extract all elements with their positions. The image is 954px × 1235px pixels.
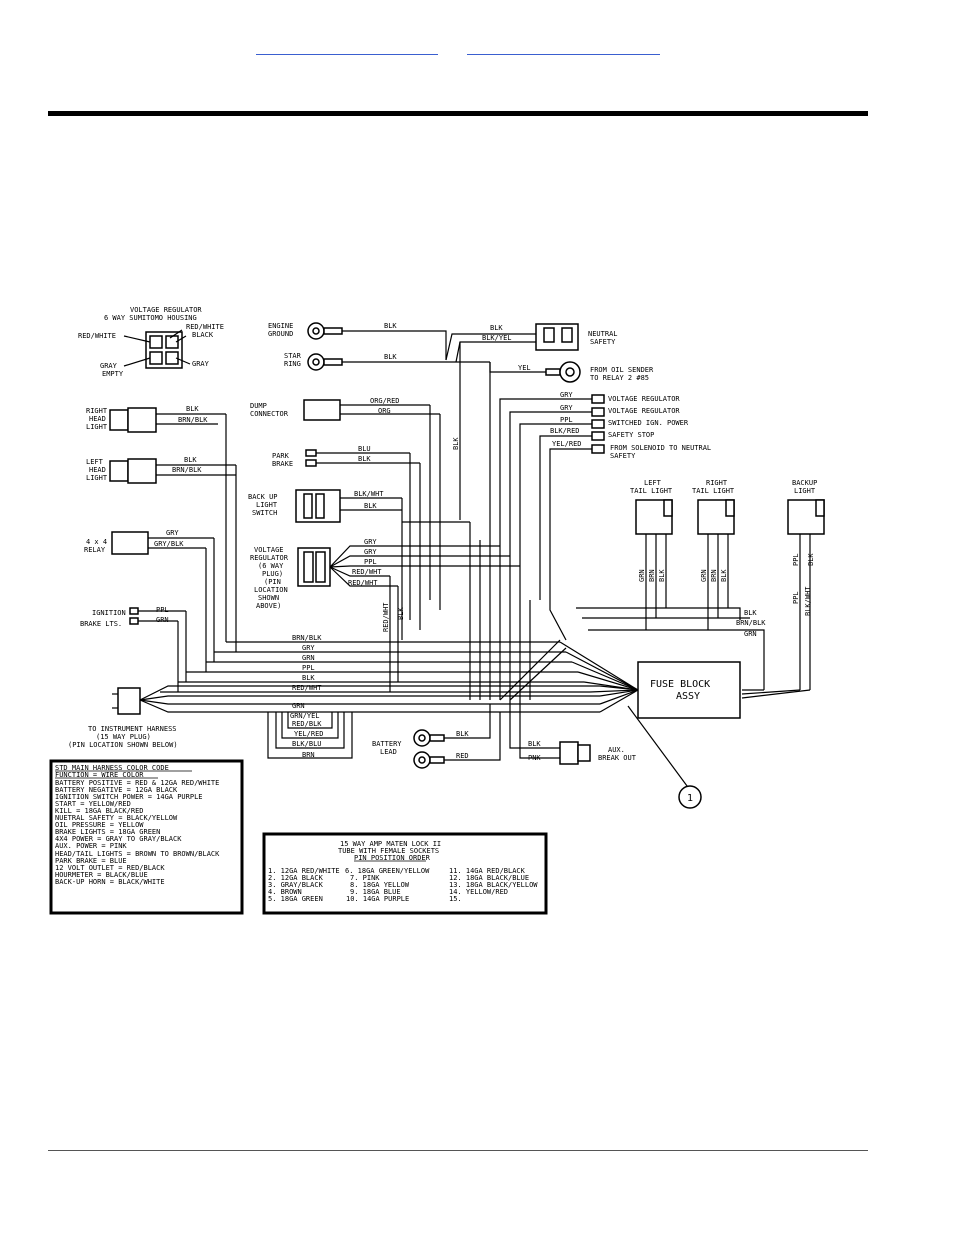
svg-text:FUSE BLOCK: FUSE BLOCK (650, 679, 711, 690)
svg-text:GRAY: GRAY (192, 360, 209, 368)
svg-text:BLACK: BLACK (192, 331, 214, 339)
svg-text:VOLTAGE: VOLTAGE (254, 546, 284, 554)
svg-text:BLK/RED: BLK/RED (550, 427, 580, 435)
svg-text:HEAD: HEAD (89, 415, 106, 423)
svg-text:GRN: GRN (302, 654, 315, 662)
svg-text:LIGHT: LIGHT (86, 423, 108, 431)
svg-text:GRY: GRY (560, 404, 573, 412)
svg-text:LEFT: LEFT (86, 458, 103, 466)
svg-text:HEAD/TAIL LIGHTS = BROWN TO BR: HEAD/TAIL LIGHTS = BROWN TO BROWN/BLACK (55, 850, 220, 858)
svg-text:FROM SOLENOID TO NEUTRAL: FROM SOLENOID TO NEUTRAL (610, 444, 712, 452)
svg-text:BLK: BLK (807, 553, 815, 566)
svg-text:(15 WAY PLUG): (15 WAY PLUG) (96, 733, 151, 741)
svg-text:BLK: BLK (186, 405, 199, 413)
svg-text:GRAY: GRAY (100, 362, 117, 370)
svg-text:4X4 POWER = GRAY TO GRAY/BLACK: 4X4 POWER = GRAY TO GRAY/BLACK (55, 835, 182, 843)
svg-text:TAIL LIGHT: TAIL LIGHT (692, 487, 735, 495)
svg-text:BACK-UP HORN = BLACK/WHITE: BACK-UP HORN = BLACK/WHITE (55, 878, 165, 886)
svg-text:15 WAY AMP MATEN LOCK II: 15 WAY AMP MATEN LOCK II (340, 840, 442, 848)
svg-text:LOCATION: LOCATION (254, 586, 288, 594)
svg-text:BLK/WHT: BLK/WHT (354, 490, 384, 498)
svg-text:PARK: PARK (272, 452, 289, 460)
svg-text:BRAKE LTS.: BRAKE LTS. (80, 620, 123, 628)
svg-text:EMPTY: EMPTY (102, 370, 124, 378)
svg-text:LEFT: LEFT (644, 479, 661, 487)
svg-text:PIN POSITION ORDER: PIN POSITION ORDER (354, 854, 430, 862)
svg-text:RIGHT: RIGHT (86, 407, 108, 415)
svg-text:REGULATOR: REGULATOR (250, 554, 288, 562)
svg-text:NEUTRAL: NEUTRAL (588, 330, 618, 338)
oil-sender (490, 362, 654, 382)
star-ring (284, 352, 490, 370)
svg-text:BRN: BRN (302, 751, 315, 759)
svg-text:RED/BLK: RED/BLK (292, 720, 322, 728)
svg-text:BRN/BLK: BRN/BLK (172, 466, 202, 474)
svg-text:STD MAIN HARNESS COLOR CODE: STD MAIN HARNESS COLOR CODE (55, 764, 169, 772)
svg-text:7. PINK: 7. PINK (350, 874, 380, 882)
svg-text:VOLTAGE REGULATOR: VOLTAGE REGULATOR (130, 306, 202, 314)
svg-text:SWITCH: SWITCH (252, 509, 278, 517)
svg-text:1: 1 (687, 793, 694, 804)
svg-text:OIL PRESSURE = YELLOW: OIL PRESSURE = YELLOW (55, 821, 144, 829)
svg-text:4 x 4: 4 x 4 (86, 538, 108, 546)
svg-text:PPL: PPL (156, 606, 169, 614)
svg-text:SHOWN: SHOWN (258, 594, 280, 602)
svg-text:GRY: GRY (302, 644, 315, 652)
svg-text:6 WAY SUMITOMO HOUSING: 6 WAY SUMITOMO HOUSING (104, 314, 197, 322)
relay-4x4 (84, 529, 214, 554)
svg-text:PPL: PPL (560, 416, 573, 424)
svg-text:ORG/RED: ORG/RED (370, 397, 400, 405)
left-tail-light (630, 479, 673, 630)
svg-text:BREAK OUT: BREAK OUT (598, 754, 636, 762)
svg-text:YEL/RED: YEL/RED (552, 440, 582, 448)
svg-text:TAIL LIGHT: TAIL LIGHT (630, 487, 673, 495)
svg-text:GRY: GRY (560, 391, 573, 399)
svg-text:BLK: BLK (528, 740, 541, 748)
svg-text:BRAKE LIGHTS = 18GA GREEN: BRAKE LIGHTS = 18GA GREEN (55, 828, 161, 836)
svg-text:SWITCHED IGN. POWER: SWITCHED IGN. POWER (608, 419, 689, 427)
svg-text:BRN/BLK: BRN/BLK (292, 634, 322, 642)
svg-text:BLK: BLK (456, 730, 469, 738)
svg-text:15.: 15. (449, 895, 462, 903)
svg-text:5. 18GA GREEN: 5. 18GA GREEN (268, 895, 323, 903)
svg-text:KILL = 18GA BLACK/RED: KILL = 18GA BLACK/RED (55, 807, 144, 815)
svg-text:AUX. POWER = PINK: AUX. POWER = PINK (55, 842, 127, 850)
svg-text:BLK: BLK (490, 324, 503, 332)
svg-text:BLK: BLK (384, 353, 397, 361)
svg-text:BLK/YEL: BLK/YEL (482, 334, 512, 342)
svg-text:PARK BRAKE = BLUE: PARK BRAKE = BLUE (55, 857, 127, 865)
regulator-housing (78, 306, 224, 378)
svg-text:2. 12GA BLACK: 2. 12GA BLACK (268, 874, 323, 882)
left-head-light (86, 456, 236, 483)
svg-text:PPL: PPL (792, 553, 800, 566)
svg-text:VOLTAGE REGULATOR: VOLTAGE REGULATOR (608, 407, 680, 415)
svg-text:PPL: PPL (364, 558, 377, 566)
svg-text:FROM OIL SENDER: FROM OIL SENDER (590, 366, 654, 374)
svg-text:BLK: BLK (744, 609, 757, 617)
fuse-block (500, 640, 740, 808)
svg-text:AUX.: AUX. (608, 746, 625, 754)
svg-text:BRN/BLK: BRN/BLK (178, 416, 208, 424)
svg-text:FUNCTION = WIRE COLOR: FUNCTION = WIRE COLOR (55, 771, 144, 779)
svg-text:10. 14GA PURPLE: 10. 14GA PURPLE (346, 895, 410, 903)
right-terminals (500, 391, 711, 640)
svg-text:CONNECTOR: CONNECTOR (250, 410, 288, 418)
svg-text:RED/WHT: RED/WHT (382, 602, 390, 632)
svg-text:1. 12GA RED/WHITE: 1. 12GA RED/WHITE (268, 867, 340, 875)
svg-text:12. 18GA BLACK/BLUE: 12. 18GA BLACK/BLUE (449, 874, 530, 882)
svg-text:BLK/BLU: BLK/BLU (292, 740, 322, 748)
svg-text:BLK: BLK (184, 456, 197, 464)
svg-text:ENGINE: ENGINE (268, 322, 294, 330)
svg-text:YEL/RED: YEL/RED (294, 730, 324, 738)
svg-text:ABOVE): ABOVE) (256, 602, 282, 610)
svg-text:4. BROWN: 4. BROWN (268, 888, 302, 896)
svg-text:GRN: GRN (292, 702, 305, 710)
svg-text:RED/WHT: RED/WHT (352, 568, 382, 576)
svg-text:DUMP: DUMP (250, 402, 267, 410)
svg-text:LIGHT: LIGHT (794, 487, 816, 495)
aux-breakout (510, 730, 637, 764)
svg-text:(PIN: (PIN (264, 578, 281, 586)
pin-position-table (264, 834, 546, 913)
svg-text:BLK: BLK (358, 455, 371, 463)
svg-text:GRN: GRN (744, 630, 757, 638)
svg-text:HEAD: HEAD (89, 466, 106, 474)
svg-text:8. 18GA YELLOW: 8. 18GA YELLOW (350, 881, 410, 889)
svg-text:RELAY: RELAY (84, 546, 106, 554)
svg-text:14. YELLOW/RED: 14. YELLOW/RED (449, 888, 509, 896)
svg-text:12 VOLT OUTLET = RED/BLACK: 12 VOLT OUTLET = RED/BLACK (55, 864, 165, 872)
svg-text:PPL: PPL (302, 664, 315, 672)
svg-text:GRY: GRY (166, 529, 179, 537)
svg-text:BLK/WHT: BLK/WHT (804, 586, 812, 616)
svg-text:LIGHT: LIGHT (256, 501, 278, 509)
svg-text:GRY: GRY (364, 548, 377, 556)
svg-text:BATTERY POSITIVE = RED & 12GA: BATTERY POSITIVE = RED & 12GA RED/WHITE (55, 779, 220, 787)
svg-text:GRN/YEL: GRN/YEL (290, 712, 320, 720)
svg-text:RIGHT: RIGHT (706, 479, 728, 487)
svg-text:VOLTAGE REGULATOR: VOLTAGE REGULATOR (608, 395, 680, 403)
right-head-light (86, 405, 226, 432)
svg-text:TUBE WITH FEMALE SOCKETS: TUBE WITH FEMALE SOCKETS (338, 847, 440, 855)
svg-text:(PIN LOCATION SHOWN BELOW): (PIN LOCATION SHOWN BELOW) (68, 741, 178, 749)
svg-text:BLK: BLK (397, 607, 405, 620)
svg-text:BRN: BRN (648, 569, 656, 582)
svg-text:RING: RING (284, 360, 301, 368)
battery-lead (372, 704, 500, 768)
svg-text:PLUG): PLUG) (262, 570, 284, 578)
svg-text:GRN: GRN (638, 569, 646, 582)
svg-text:LIGHT: LIGHT (86, 474, 108, 482)
svg-text:BACK UP: BACK UP (248, 493, 278, 501)
svg-text:BLK: BLK (720, 569, 728, 582)
svg-text:START = YELLOW/RED: START = YELLOW/RED (55, 800, 131, 808)
svg-text:SAFETY: SAFETY (590, 338, 616, 346)
svg-text:6. 18GA GREEN/YELLOW: 6. 18GA GREEN/YELLOW (345, 867, 430, 875)
svg-text:NUETRAL SAFETY = BLACK/YELLOW: NUETRAL SAFETY = BLACK/YELLOW (55, 814, 178, 822)
svg-text:BACKUP: BACKUP (792, 479, 818, 487)
svg-text:ORG: ORG (378, 407, 391, 415)
svg-text:HOURMETER = BLACK/BLUE: HOURMETER = BLACK/BLUE (55, 871, 148, 879)
svg-text:RED/WHT: RED/WHT (348, 579, 378, 587)
svg-text:RED/WHT: RED/WHT (292, 684, 322, 692)
svg-text:3. GRAY/BLACK: 3. GRAY/BLACK (268, 881, 323, 889)
svg-text:BLK: BLK (658, 569, 666, 582)
svg-text:RED/WHITE: RED/WHITE (78, 332, 116, 340)
svg-text:GRY/BLK: GRY/BLK (154, 540, 184, 548)
color-code-table (51, 761, 242, 913)
svg-text:RED: RED (456, 752, 469, 760)
svg-text:GRN: GRN (156, 616, 169, 624)
svg-text:11. 14GA RED/BLACK: 11. 14GA RED/BLACK (449, 867, 525, 875)
ignition-brake-lights (80, 606, 186, 628)
svg-text:SAFETY: SAFETY (610, 452, 636, 460)
svg-text:BLK: BLK (452, 437, 460, 450)
svg-text:BRN: BRN (710, 569, 718, 582)
svg-text:BLK: BLK (302, 674, 315, 682)
svg-text:BLK: BLK (384, 322, 397, 330)
svg-text:YEL: YEL (518, 364, 531, 372)
svg-text:BLU: BLU (358, 445, 371, 453)
svg-text:PPL: PPL (792, 591, 800, 604)
svg-text:BRN/BLK: BRN/BLK (736, 619, 766, 627)
svg-text:IGNITION: IGNITION (92, 609, 126, 617)
svg-text:GRY: GRY (364, 538, 377, 546)
svg-text:SAFETY STOP: SAFETY STOP (608, 431, 655, 439)
svg-text:GROUND: GROUND (268, 330, 294, 338)
svg-text:BLK: BLK (364, 502, 377, 510)
svg-text:RED/WHITE: RED/WHITE (186, 323, 224, 331)
svg-text:BATTERY NEGATIVE = 12GA BLACK: BATTERY NEGATIVE = 12GA BLACK (55, 786, 178, 794)
svg-text:9. 18GA BLUE: 9. 18GA BLUE (350, 888, 401, 896)
svg-text:STAR: STAR (284, 352, 301, 360)
svg-text:PNK: PNK (528, 754, 541, 762)
svg-text:BRAKE: BRAKE (272, 460, 294, 468)
svg-text:TO INSTRUMENT HARNESS: TO INSTRUMENT HARNESS (88, 725, 177, 733)
svg-text:13. 18GA BLACK/YELLOW: 13. 18GA BLACK/YELLOW (449, 881, 538, 889)
backup-light (742, 479, 824, 698)
svg-text:BATTERY: BATTERY (372, 740, 402, 748)
svg-text:GRN: GRN (700, 569, 708, 582)
svg-text:ASSY: ASSY (676, 691, 701, 702)
svg-text:(6 WAY: (6 WAY (258, 562, 284, 570)
svg-text:TO RELAY 2 #85: TO RELAY 2 #85 (590, 374, 650, 382)
svg-text:IGNITION SWITCH POWER = 14GA P: IGNITION SWITCH POWER = 14GA PURPLE (55, 793, 203, 801)
svg-text:LEAD: LEAD (380, 748, 397, 756)
